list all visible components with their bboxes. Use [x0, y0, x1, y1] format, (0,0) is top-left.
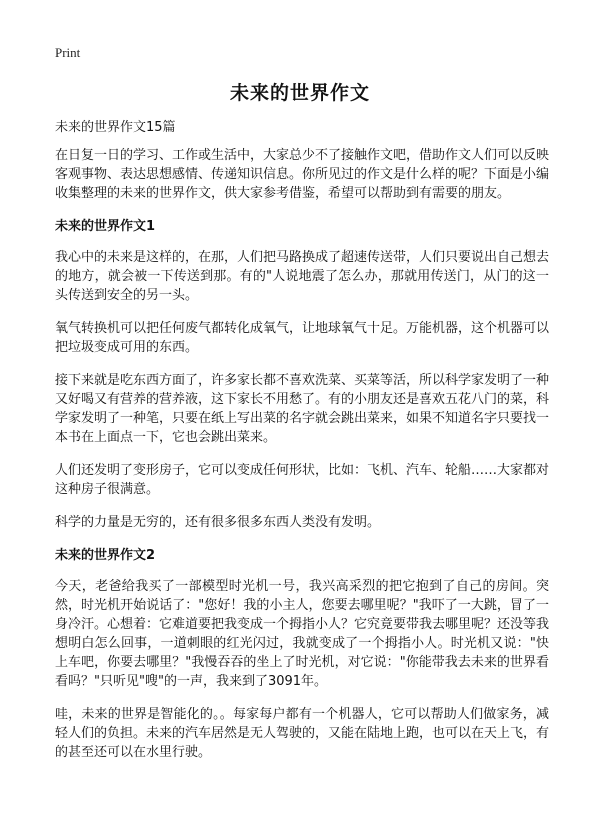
- paragraph: 我心中的未来是这样的，在那，人们把马路换成了超速传送带，人们只要说出自己想去的地方，就会被一下传送到那。有的"人说地震了怎么办，那就用传送门，从门的这一头传送到安全的另一头。: [55, 250, 550, 303]
- paragraph: 氧气转换机可以把任何废气都转化成氧气，让地球氧气十足。万能机器，这个机器可以把垃圾变成可用的东西。: [55, 321, 550, 355]
- essay-section-2: [55, 546, 549, 762]
- intro-paragraph: 在日复一日的学习、工作或生活中，大家总少不了接触作文吧，借助作文人们可以反映客观事物、表达思想感情、传递知识信息。你所见过的作文是什么样的呢？下面是小编收集整理的未来的世界作文，供大家参考借鉴，希望可以帮助到有需要的朋友。: [55, 148, 550, 201]
- paragraph: 科学的力量是无穷的，还有很多很多东西人类没有发明。: [55, 515, 381, 530]
- document-title: 未来的世界作文: [229, 82, 370, 104]
- paragraph: 人们还发明了变形房子，它可以变成任何形状，比如：飞机、汽车、轮船……大家都对这种房子很满意。: [55, 463, 550, 497]
- document-body: [55, 118, 549, 776]
- section-heading: 未来的世界作文2: [55, 548, 156, 563]
- paragraph: 今天，老爸给我买了一部模型时光机一号，我兴高采烈的把它抱到了自己的房间。突然，时光机开始说话了："您好！我的小主人，您要去哪里呢？"我吓了一大跳，冒了一身冷汗。心想着：它难道要把我变成一个拇指小人？它究竟要带我去哪里呢？还没等我想明白怎么回事，一道刺眼的红光闪过，我就变成了一个拇指小人。时光机又说："快上车吧，你要去哪里？"我慢吞吞的坐上了时光机，对它说："你能带我去未来的世界看看吗？"只听见"嗖"的一声，我来到了3091年。: [55, 579, 550, 689]
- section-heading: 未来的世界作文1: [55, 219, 156, 234]
- paragraph: 哇，未来的世界是智能化的。。每家每户都有一个机器人，它可以帮助人们做家务，减轻人们的负担。未来的汽车居然是无人驾驶的，又能在陆地上跑，也可以在天上飞，有的甚至还可以在水里行驶。: [55, 707, 550, 760]
- essay-section-1: [55, 217, 549, 532]
- document-subtitle: 未来的世界作文15篇: [55, 120, 176, 135]
- print-link[interactable]: Print: [55, 45, 81, 60]
- paragraph: 接下来就是吃东西方面了，许多家长都不喜欢洗菜、买菜等活，所以科学家发明了一种又好喝又有营养的营养液，这下家长不用愁了。有的小朋友还是喜欢五花八门的菜，科学家发明了一种笔，只要在纸上写出菜的名字就会跳出菜来，如果不知道名字只要找一本书在上面点一下，它也会跳出菜来。: [55, 373, 550, 445]
